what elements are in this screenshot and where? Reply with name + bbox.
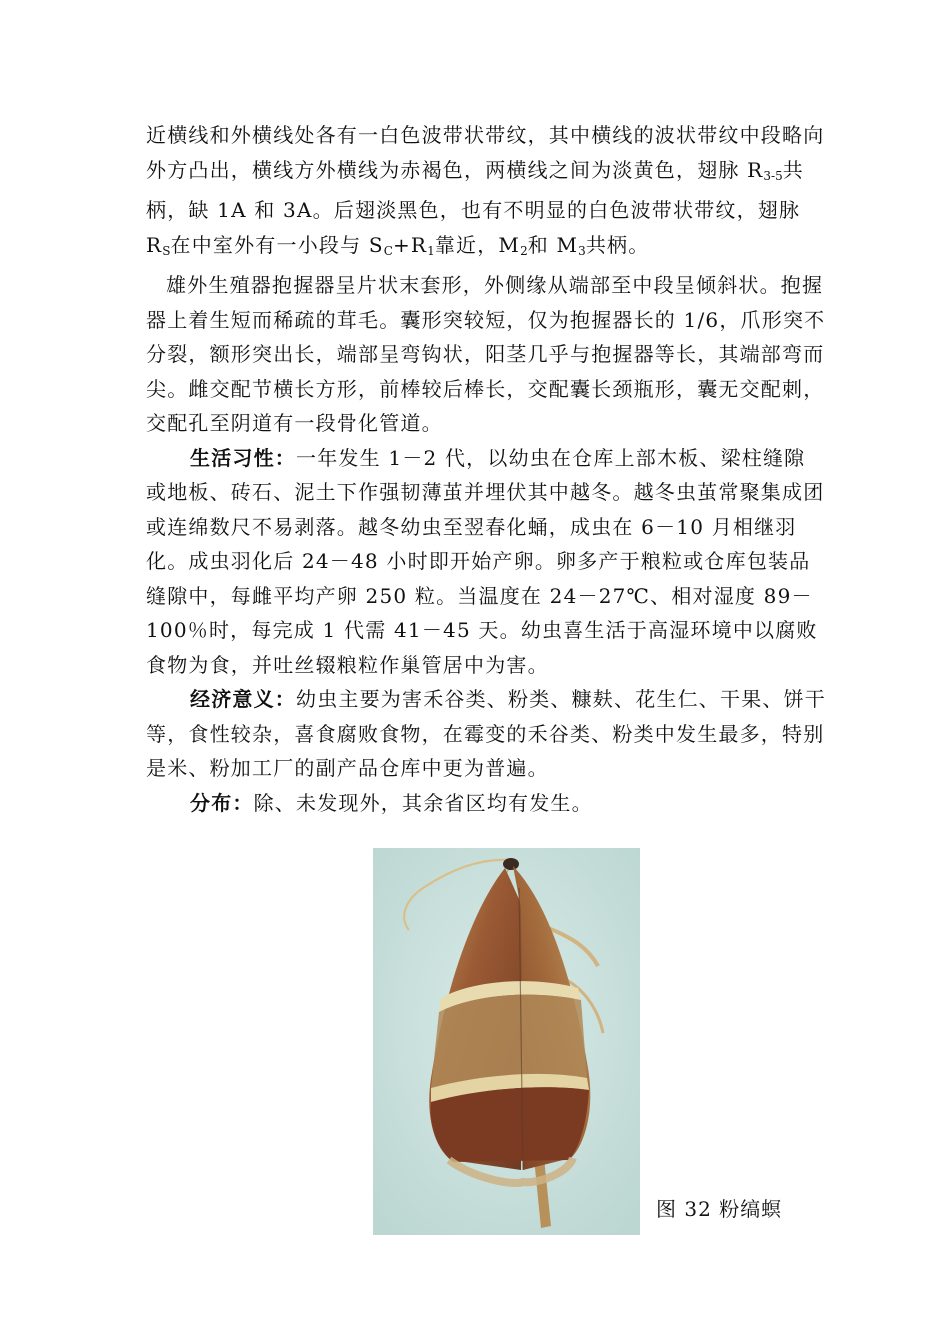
moth-photo <box>373 848 640 1235</box>
paragraph-genitalia: 雄外生殖器抱握器呈片状末套形，外侧缘从端部至中段呈倾斜状。抱握器上着生短而稀疏的茸毛。囊形突较短，仅为抱握器长的 1/6，爪形突不分裂，额形突出长，端部呈弯钩状，阳茎几乎与抱握器等长，其端部弯而尖。雌交配节横长方形，前棒较后棒长，交配囊长颈瓶形，囊无交配刺，交配孔至阴道有一段骨化管道。 <box>146 273 826 435</box>
figure-caption: 图 32 粉缟螟 <box>656 1197 783 1221</box>
body-text <box>146 118 826 820</box>
moth-illustration <box>373 848 640 1235</box>
section-label-life-habits: 生活习性： <box>190 445 296 470</box>
paragraph-wing-description: 近横线和外横线处各有一白色波带状带纹，其中横线的波状带纹中段略向外方凸出，横线方外横线为赤褐色，两横线之间为淡黄色，翅脉 $R_{3-5}$共柄，缺 1A 和 3A。后翅淡黑色，也有不明显的白色波带状带纹，翅脉 $R_S$在中室外有一小段与 $S_C+R_1$靠近，$M_2$和 $M_3$共柄。 <box>146 123 825 258</box>
paragraph-distribution: 分布：除、未发现外，其余省区均有发生。 <box>190 790 593 815</box>
paragraph-life-habits: 生活习性：一年发生 1－2 代，以幼虫在仓库上部木板、梁柱缝隙或地板、砖石、泥土下作强韧薄茧并埋伏其中越冬。越冬虫茧常聚集成团或连绵数尺不易剥落。越冬幼虫至翌春化蛹，成虫在 6－10 月相继羽化。成虫羽化后 24－48 小时即开始产卵。卵多产于粮粒或仓库包装品缝隙中，每雌平均产卵 250 粒。当温度在 24－27℃、相对湿度 89－100％时，每完成 1 代需 41－45 天。幼虫喜生活于高湿环境中以腐败食物为食，并吐丝辍粮粒作巢管居中为害。 <box>146 445 825 677</box>
section-label-economic: 经济意义： <box>190 687 296 711</box>
section-label-distribution: 分布： <box>190 790 254 815</box>
paragraph-economic-significance: 经济意义：幼虫主要为害禾谷类、粉类、糠麸、花生仁、干果、饼干等，食性较杂，喜食腐败食物，在霉变的禾谷类、粉类中发生最多，特别是米、粉加工厂的副产品仓库中更为普遍。 <box>146 687 826 780</box>
